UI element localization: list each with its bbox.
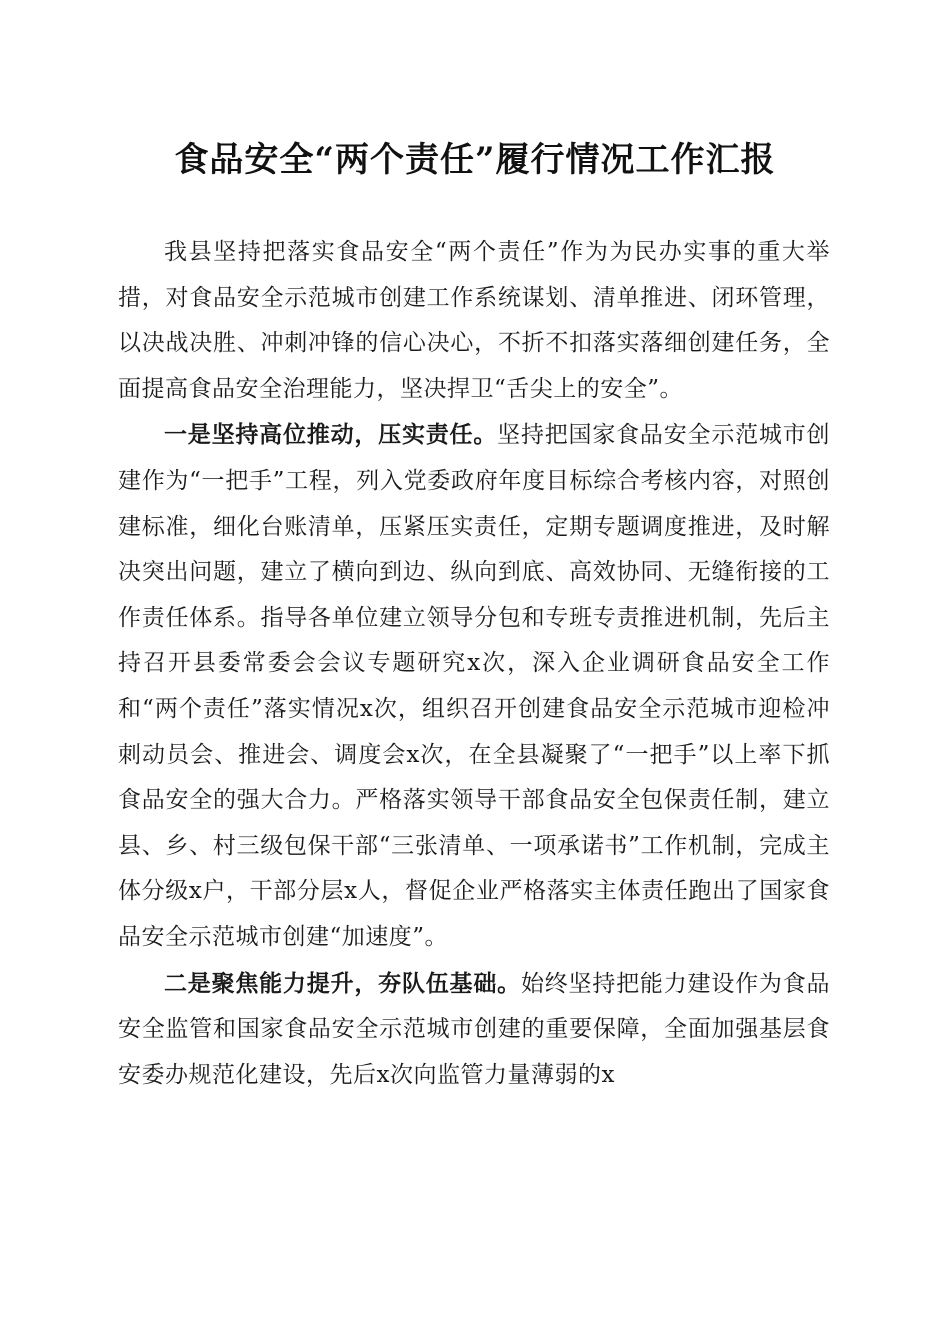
paragraph-text: 坚持把国家食品安全示范城市创建作为“一把手”工程，列入党委政府年度目标综合考核内容，对照创建标准，细化台账清单，压紧压实责任，定期专题调度推进，及时解决突出问题，建立了横向到边、纵向到底、高效协同、无缝衔接的工作责任体系。指导各单位建立领导分包和专班专责推进机制，先后主持召开县委常委会会议专题研究x次，深入企业调研食品安全工作和“两个责任”落实情况x次，组织召开创建食品安全示范城市迎检冲刺动员会、推进会、调度会x次，在全县凝聚了“一把手”以上率下抓食品安全的强大合力。严格落实领导干部食品安全包保责任制，建立县、乡、村三级包保干部“三张清单、一项承诺书”工作机制，完成主体分级x户，干部分层x人，督促企业严格落实主体责任跑出了国家食品安全示范城市创建“加速度”。 <box>118 422 831 950</box>
paragraph-lead: 一是坚持高位推动，压实责任。 <box>164 421 498 449</box>
paragraph-point-one <box>118 412 830 960</box>
document-body <box>118 229 830 1098</box>
paragraph-text: 我县坚持把落实食品安全“两个责任”作为为民办实事的重大举措，对食品安全示范城市创建工作系统谋划、清单推进、闭环管理，以决战决胜、冲刺冲锋的信心决心，不折不扣落实落细创建任务，全面提高食品安全治理能力，坚决捍卫“舌尖上的安全”。 <box>118 239 830 402</box>
paragraph-text: 始终坚持把能力建设作为食品安全监管和国家食品安全示范城市创建的重要保障，全面加强基层食安委办规范化建设，先后x次向监管力量薄弱的x <box>118 970 831 1088</box>
paragraph-lead: 二是聚焦能力提升，夯队伍基础。 <box>164 969 521 997</box>
paragraph-intro <box>118 229 830 412</box>
document-title: 食品安全“两个责任”履行情况工作汇报 <box>174 140 776 180</box>
paragraph-point-two <box>118 961 830 1099</box>
